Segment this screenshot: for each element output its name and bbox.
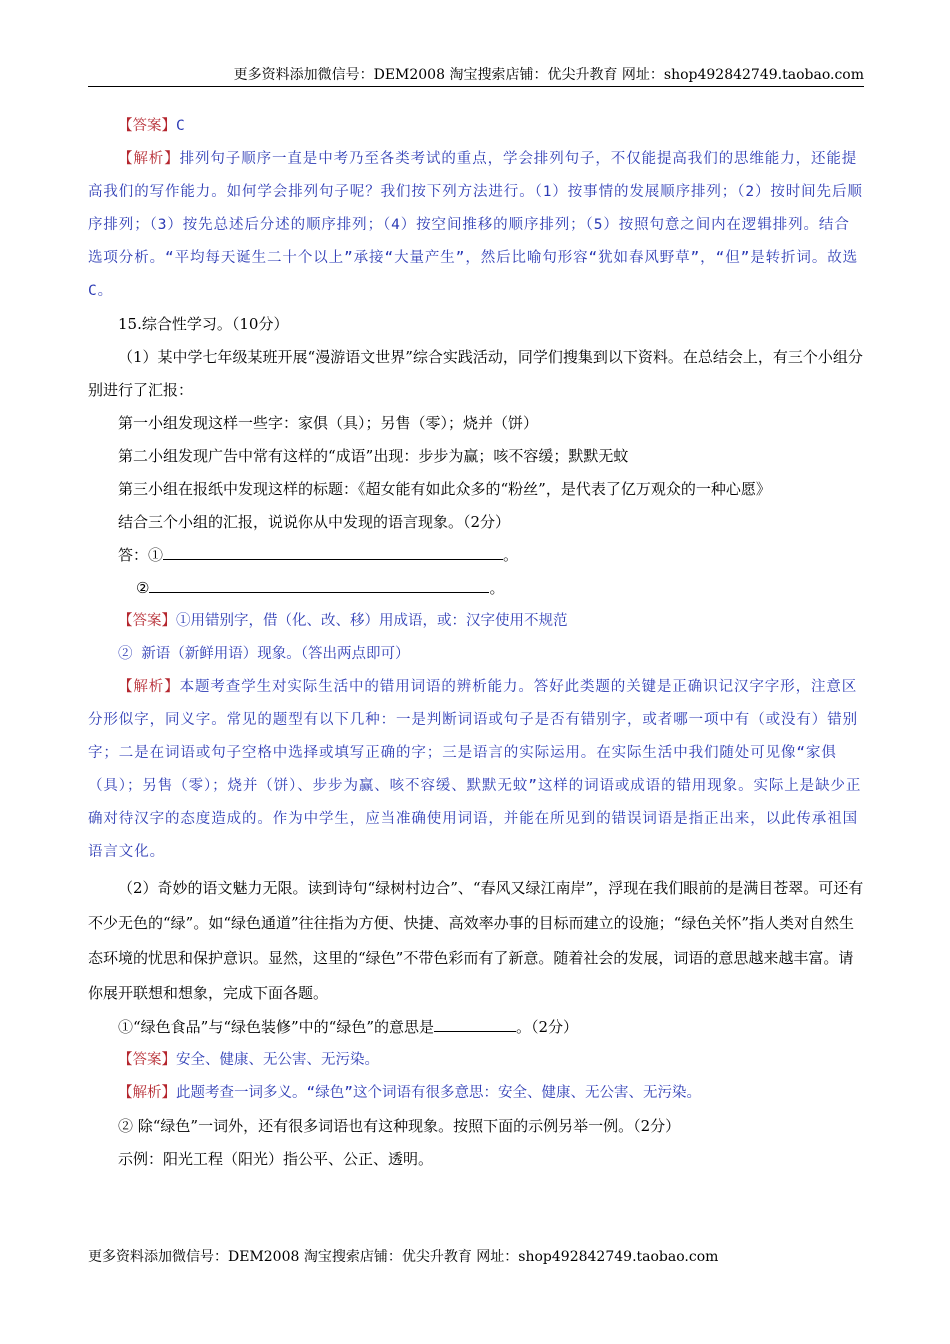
header-divider (88, 86, 864, 87)
fill-blank[interactable] (434, 1014, 516, 1032)
answer-tag: 【答案】 (118, 118, 176, 134)
answer-line-1 (88, 539, 864, 572)
answer-period: 。 (503, 546, 519, 564)
analysis-text: 排列句子顺序一直是中考乃至各类考试的重点，学会排列句子，不仅能提高我们的思维能力，还能提高我们的写作能力。如何学会排列句子呢？我们按下列方法进行。（1）按事情的发展顺序排列；（2）按时间先后顺序排列；（3）按先总述后分述的顺序排列；（4）按空间推移的顺序排列；（5）按照句意之间内在逻辑排列。结合选项分析。“平均每天诞生二十个以上”承接“大量产生”，然后比喻句形容“犹如春风野草”，“但”是转折词。故选C。 (88, 151, 863, 299)
answer-blank-1[interactable] (163, 542, 503, 560)
page-footer: 更多资料添加微信号：DEM2008 淘宝搜索店铺：优尖升教育 网址：shop492842749.taobao.com (88, 1249, 719, 1265)
answer-blank-2[interactable] (149, 575, 489, 593)
q15-part1-answer (88, 605, 864, 638)
q15-part2-intro: （2）奇妙的语文魅力无限。读到诗句“绿树村边合”、“春风又绿江南岸”，浮现在我们眼前的是满目苍翠。可还有不少无色的“绿”。如“绿色通道”往往指为方便、快捷、高效率办事的目标而建立的设施；“绿色关怀”指人类对自然生态环境的忧思和保护意识。显然，这里的“绿色”不带色彩而有了新意。随着社会的发展，词语的意思越来越丰富。请你展开联想和想象，完成下面各题。 (88, 879, 864, 1002)
answer-tag: 【答案】 (118, 613, 176, 629)
q15-part1-answer-2: ② 新语（新鲜用语）现象。（答出两点即可） (118, 646, 410, 662)
answer-period: 。 (489, 579, 505, 597)
answer-circle-2: ② (136, 579, 150, 597)
analysis-tag: 【解析】 (118, 1085, 176, 1101)
q15-part1-question: 结合三个小组的汇报，说说你从中发现的语言现象。（2分） (118, 513, 511, 531)
q15-part2-q1 (88, 1011, 864, 1044)
group3-report: 第三小组在报纸中发现这样的标题：《超女能有如此众多的“粉丝”，是代表了亿万观众的一种心愿》 (118, 480, 771, 498)
group1-report: 第一小组发现这样一些字：家俱（具）；另售（零）；烧并（饼） (118, 414, 539, 432)
answer-text: ①用错别字，借（化、改、移）用成语，或：汉字使用不规范 (176, 613, 568, 629)
q14-answer (88, 110, 864, 143)
q15-part2-q2: ② 除“绿色”一词外，还有很多词语也有这种现象。按照下面的示例另举一例。（2分） (118, 1117, 681, 1135)
question-text: ①“绿色食品”与“绿色装修”中的“绿色”的意思是 (118, 1018, 435, 1036)
document-body (88, 112, 864, 1176)
q15-part2-q1-analysis (88, 1077, 864, 1110)
q15-part1-intro: （1）某中学七年级某班开展“漫游语文世界”综合实践活动，同学们搜集到以下资料。在总结会上，有三个小组分别进行了汇报： (88, 348, 863, 399)
answer-tag: 【答案】 (118, 1052, 176, 1068)
analysis-text: 本题考查学生对实际生活中的错用词语的辨析能力。答好此类题的关键是正确识记汉字字形，注意区分形似字，同义字。常见的题型有以下几种：一是判断词语或句子是否有错别字，或者哪一项中有（或没有）错别字；二是在词语或句子空格中选择或填写正确的字；三是语言的实际运用。在实际生活中我们随处可见像“家俱（具）；另售（零）；烧并（饼）、步步为赢、咳不容缓、默默无蚊”这样的词语或成语的错用现象。实际上是缺少正确对待汉字的态度造成的。作为中学生，应当准确使用词语，并能在所见到的错误词语是指正出来，以此传承祖国语言文化。 (88, 679, 862, 860)
analysis-tag: 【解析】 (118, 679, 180, 695)
page-header: 更多资料添加微信号：DEM2008 淘宝搜索店铺：优尖升教育 网址：shop492842749.taobao.com (233, 67, 864, 83)
q15-part1-analysis (88, 671, 864, 869)
answer-text: 安全、健康、无公害、无污染。 (176, 1052, 379, 1068)
analysis-text: 此题考查一词多义。“绿色”这个词语有很多意思：安全、健康、无公害、无污染。 (176, 1085, 701, 1101)
q15-part2-q1-answer (88, 1044, 864, 1077)
answer-prefix: 答：① (118, 546, 164, 564)
q14-analysis (88, 143, 864, 308)
question-suffix: 。（2分） (516, 1018, 579, 1036)
group2-report: 第二小组发现广告中常有这样的“成语”出现：步步为赢；咳不容缓；默默无蚊 (118, 447, 629, 465)
q15-part2-example: 示例：阳光工程（阳光）指公平、公正、透明。 (118, 1150, 434, 1168)
analysis-tag: 【解析】 (118, 151, 180, 167)
answer-line-2 (88, 572, 864, 605)
q15-title: 15.综合性学习。（10分） (118, 315, 289, 333)
answer-text: C (176, 118, 185, 134)
